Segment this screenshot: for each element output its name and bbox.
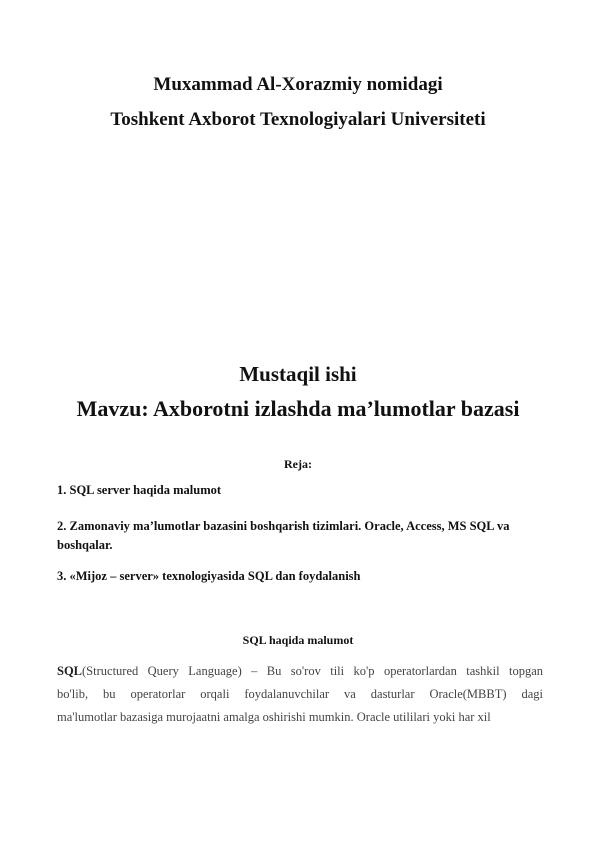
sql-term: SQL [57,664,83,678]
plan-item-3: 3. «Mijoz – server» texnologiyasida SQL dan foydalanish [57,569,361,583]
section-title: SQL haqida malumot [242,633,354,647]
plan-heading: Reja: [284,457,312,471]
paragraph-line-1 [57,660,543,683]
paragraph-line-3: ma'lumotlar bazasiga murojaatni amalga oshirishi mumkin. Oracle utililari yoki har xil [57,710,491,724]
plan-item-2: 2. Zamonaviy ma’lumotlar bazasini boshqarish tizimlari. Oracle, Access, MS SQL va boshqalar. [57,519,510,552]
paragraph-line-1-text: (Structured Query Language) – Bu so'rov tili ko'p operatorlardan tashkil topgan [82,664,543,678]
university-name-line-2: Toshkent Axborot Texnologiyalari Universiteti [110,109,486,130]
university-name-line-1: Muxammad Al-Xorazmiy nomidagi [153,74,443,95]
section-paragraph [57,660,543,729]
topic-title: Mavzu: Axborotni izlashda ma’lumotlar bazasi [76,396,520,421]
plan-item-1: 1. SQL server haqida malumot [57,483,222,497]
paragraph-line-2: bo'lib, bu operatorlar orqali foydalanuvchilar va dasturlar Oracle(MBBT) dagi [57,687,543,701]
work-type-title: Mustaqil ishi [239,362,357,386]
